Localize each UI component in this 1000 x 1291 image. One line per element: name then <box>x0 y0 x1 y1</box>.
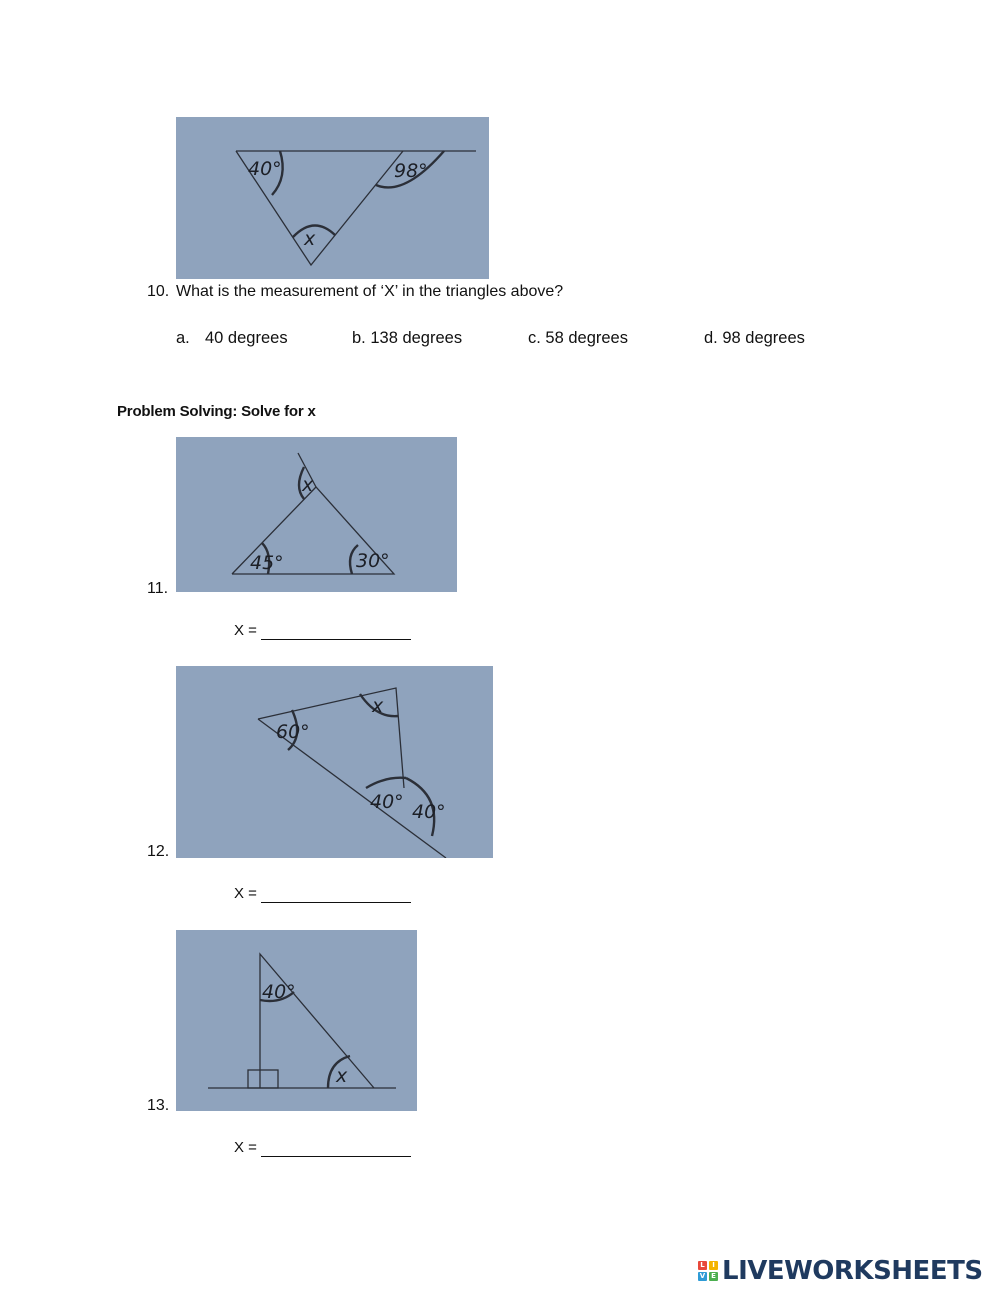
option-d[interactable]: d. 98 degrees <box>704 329 805 347</box>
question10-figure <box>176 117 489 279</box>
problem11-figure <box>176 437 457 592</box>
logo-squares-icon: L I V E <box>698 1261 718 1281</box>
angle-label-x: x <box>302 474 314 496</box>
liveworksheets-logo[interactable] <box>698 1257 983 1285</box>
problem12-number: 12. <box>147 843 170 860</box>
problem13-answer-blank[interactable] <box>261 1156 411 1157</box>
logo-text: LIVEWORKSHEETS <box>722 1256 983 1286</box>
angle-label-40: 40° <box>248 158 282 180</box>
question10-number: 10. <box>147 283 170 300</box>
angle-label-40a: 40° <box>370 791 404 813</box>
angle-label-x: x <box>304 228 316 250</box>
right-angle-mark <box>248 1070 278 1088</box>
angle-label-x: x <box>336 1065 348 1087</box>
problem11-answer-label: X = <box>234 622 257 639</box>
problem12-answer-label: X = <box>234 885 257 902</box>
angle-label-98: 98° <box>394 160 428 182</box>
option-b[interactable]: b. 138 degrees <box>352 329 463 347</box>
section-heading: Problem Solving: Solve for x <box>117 403 316 420</box>
problem11-number: 11. <box>147 580 169 597</box>
angle-label-30: 30° <box>356 550 390 572</box>
problem12-figure <box>176 666 493 858</box>
problem13-answer-label: X = <box>234 1139 257 1156</box>
angle-arc-40a <box>366 778 406 788</box>
angle-label-45: 45° <box>250 552 284 574</box>
triangle-sides <box>260 954 374 1088</box>
problem13-number: 13. <box>147 1097 170 1114</box>
problem12-answer-blank[interactable] <box>261 902 411 903</box>
angle-label-40b: 40° <box>412 801 446 823</box>
option-c[interactable]: c. 58 degrees <box>528 329 628 347</box>
problem13-figure <box>176 930 417 1111</box>
question10-text: What is the measurement of ‘X’ in the triangles above? <box>176 283 564 300</box>
angle-label-40: 40° <box>262 981 296 1003</box>
option-a-letter: a. <box>176 329 190 347</box>
option-a[interactable]: 40 degrees <box>205 329 288 347</box>
problem11-answer-blank[interactable] <box>261 639 411 640</box>
angle-label-x: x <box>372 695 384 717</box>
angle-label-60: 60° <box>276 721 310 743</box>
